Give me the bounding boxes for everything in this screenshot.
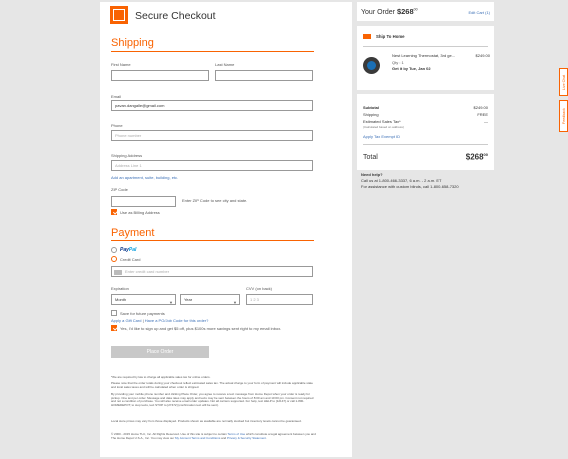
inventory-note: Local store prices may vary from those displayed. Products shown as available are normally stocked but inventory levels cannot be guaranteed. <box>111 419 302 423</box>
tax-calc-note: (Calculated based on address) <box>363 125 404 129</box>
link-separator: | <box>142 318 144 323</box>
last-name-label: Last Name <box>215 62 235 67</box>
order-title: Your Order $\$268^{00}$ <box>361 7 418 16</box>
shipping-divider <box>111 51 314 52</box>
save-future-label: Save for future payments <box>120 311 165 316</box>
zip-input[interactable] <box>111 196 176 207</box>
signup-label: Yes, I'd like to sign up and get $5 off, plus $100s more savings sent right to my email inbox. <box>120 326 282 331</box>
account-terms-link[interactable]: My Account Terms and Conditions <box>175 435 221 440</box>
card-number-input[interactable]: Enter credit card number <box>111 266 313 277</box>
shipping-address-label: Shipping Address <box>111 153 143 158</box>
privacy-link[interactable]: Privacy & Security Statement <box>227 435 266 440</box>
credit-card-radio[interactable] <box>111 256 117 262</box>
help-blinds: For assistance with custom blinds, call 1-800-658-7320 <box>361 184 459 189</box>
truck-icon <box>363 34 371 39</box>
subtotal-label: Subtotal <box>363 105 379 110</box>
zip-label: ZIP Code <box>111 187 128 192</box>
shipping-label: Shipping <box>363 112 379 117</box>
signup-checkbox[interactable] <box>111 325 117 331</box>
credit-card-icon <box>114 270 122 275</box>
cvv-input[interactable]: 1 2 3 <box>246 294 313 305</box>
month-select[interactable]: Month ▼ <box>111 294 176 305</box>
product-image[interactable] <box>363 57 380 74</box>
tax-estimate-note: Please note that the order totals during your checkout reflect estimated sales tax. The actual charge to your form of payment will include applicable state and local sales taxes and will be calculated when order is shipped. <box>111 381 313 389</box>
tax-label: Estimated Sales Tax* <box>363 119 401 124</box>
shipping-heading: Shipping <box>111 37 154 49</box>
address-input[interactable]: Address Line 1 <box>111 160 313 171</box>
email-label: Email <box>111 94 122 99</box>
feedback-tab[interactable]: Feedback <box>559 100 568 132</box>
edit-cart-link[interactable]: Edit Cart (1) <box>468 10 490 15</box>
place-order-button[interactable]: Place Order <box>111 346 209 358</box>
help-heading: Need help? <box>361 172 383 177</box>
zip-hint: Enter ZIP Code to see city and state. <box>182 198 248 203</box>
year-select[interactable]: Year ▼ <box>180 294 240 305</box>
shipping-value: FREE <box>477 112 488 117</box>
tax-note: *We are required by law to charge all applicable sales tax for online orders. <box>111 375 211 379</box>
add-apartment-link[interactable]: Add an apartment, suite, building, etc. <box>111 175 179 180</box>
page-title: Secure Checkout <box>135 10 216 22</box>
chevron-down-icon: ▼ <box>233 300 237 305</box>
total-label: Total <box>363 154 378 161</box>
help-phone: Call us at 1-800-466-3337, 6 a.m. - 2 a.m. ET <box>361 178 442 183</box>
product-name[interactable]: Nest Learning Thermostat, 3rd ge... <box>392 53 456 58</box>
copyright-note: © 2000 - 2015 Home TLC, Inc. All Rights Reserved. Use of this site is subject to certain Terms of Use which constitute a legal agreement between you and The Home Depot U.S.A., Inc. You may view our My Account Terms and Conditions and Privacy & Security Statement. <box>111 432 316 440</box>
last-name-input[interactable] <box>215 70 313 81</box>
divider <box>363 144 488 145</box>
chevron-down-icon: ▼ <box>169 300 173 305</box>
live-chat-tab[interactable]: Live Chat <box>559 68 568 96</box>
payment-divider <box>111 240 314 241</box>
order-totals <box>357 94 494 170</box>
payment-heading: Payment <box>111 227 155 239</box>
promo-code-link[interactable]: Have a PO/Job Code for this order? <box>144 318 209 323</box>
checkout-panel <box>100 2 352 457</box>
use-billing-label: Use as Billing Address <box>120 210 160 215</box>
order-summary-header <box>357 2 494 21</box>
ship-to-home-card <box>357 26 494 90</box>
use-billing-checkbox[interactable] <box>111 209 117 215</box>
phone-label: Phone <box>111 123 123 128</box>
divider <box>363 46 488 47</box>
product-qty: Qty : 1 <box>392 60 404 65</box>
subtotal-value: $249.00 <box>473 105 488 110</box>
delivery-date: Get it by Tue, Jan 02 <box>392 66 431 71</box>
expiration-label: Expiration <box>111 286 129 291</box>
first-name-input[interactable] <box>111 70 209 81</box>
cvv-label: CVV (on back) <box>246 286 273 291</box>
tax-exempt-link[interactable]: Apply Tax Exempt ID <box>363 134 401 139</box>
terms-of-use-link[interactable]: Terms of Use <box>227 432 246 436</box>
product-price: $249.00 <box>475 53 490 58</box>
phone-input[interactable]: Phone number <box>111 130 313 141</box>
paypal-logo: PayPal <box>120 247 137 253</box>
first-name-label: First Name <box>111 62 131 67</box>
gift-card-link[interactable]: Apply a Gift Card <box>111 318 142 323</box>
total-value: $\$268^{00}$ <box>465 152 488 162</box>
credit-card-label: Credit Card <box>120 257 141 262</box>
save-future-checkbox[interactable] <box>111 310 117 316</box>
tax-value: — <box>484 119 488 124</box>
sms-consent-note: By providing your mobile phone number and clicking Place Order, you agree to receive a text message from Home Depot when your order is ready for pickup. One text per order. Message and data rates may apply and texts may be sent between the hours of 8:00 am and 10:00 pm. Consent not required and not a condition of purchase. You will also receive email order updates. Not all carriers supported. For help, text HELP to [12147] or call 1-800-HOMEDEPOT; to stop texts, text STOP to [27472] (confirmation text will be sent). <box>111 392 314 408</box>
home-depot-logo <box>110 6 128 24</box>
email-input[interactable]: pavan.dangalle@gmail.com <box>111 100 313 111</box>
paypal-radio[interactable] <box>111 247 117 253</box>
ship-to-home-title: Ship To Home <box>376 34 405 39</box>
